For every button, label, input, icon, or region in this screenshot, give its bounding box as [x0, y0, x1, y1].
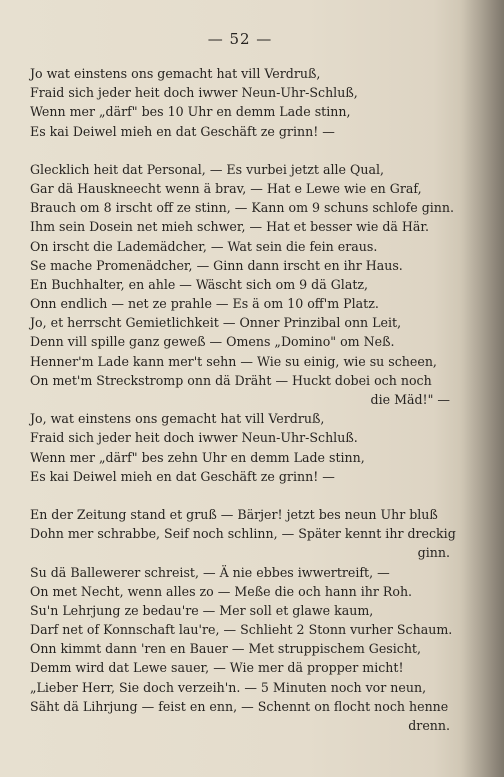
- verse-line: Se mache Promenädcher, — Ginn dann irscht en ihr Haus.: [30, 257, 403, 273]
- verse-line: Es kai Deiwel mieh en dat Geschäft ze grinn! —: [30, 468, 335, 484]
- verse-line: Es kai Deiwel mieh en dat Geschäft ze grinn! —: [30, 123, 335, 139]
- verse-line: Onn kimmt dann 'ren en Bauer — Met struppischem Gesicht,: [30, 641, 421, 657]
- verse-line: Jo, et herrscht Gemietlichkeit — Onner Prinzibal onn Leit,: [30, 315, 402, 331]
- verse-line: drenn.: [408, 718, 450, 733]
- verse-line: Demm wird dat Lewe sauer, — Wie mer dä propper micht!: [30, 660, 404, 676]
- verse-line: Fraid sich jeder heit doch iwwer Neun-Uhr-Schluß,: [30, 85, 358, 101]
- verse-line: On met'm Streckstromp onn dä Dräht — Huckt dobei och noch: [30, 372, 432, 388]
- verse-line: Fraid sich jeder heit doch iwwer Neun-Uhr-Schluß.: [30, 430, 358, 446]
- verse-line: Wenn mer „därf" bes 10 Uhr en demm Lade stinn,: [30, 104, 351, 120]
- stanza: [30, 160, 455, 486]
- stanza: [30, 505, 456, 735]
- verse-line: ginn.: [417, 545, 450, 561]
- verse-line: En der Zeitung stand et gruß — Bärjer! jetzt bes neun Uhr bluß: [30, 506, 438, 522]
- verse-line: Onn endlich — net ze prahle — Es ä om 10 off'm Platz.: [30, 296, 379, 312]
- stanza: [30, 64, 450, 141]
- verse-line: On met Necht, wenn alles zo — Meße die och hann ihr Roh.: [30, 583, 413, 599]
- page-number: — 52 —: [207, 30, 273, 48]
- verse-line: Denn vill spille ganz geweß — Omens „Domino" om Neß.: [30, 334, 395, 350]
- verse-line: Su dä Ballewerer schreist, — Ä nie ebbes iwwertreift, —: [30, 564, 390, 580]
- verse-line: „Lieber Herr, Sie doch verzeih'n. — 5 Minuten noch vor neun,: [30, 679, 427, 695]
- verse-line: Ihm sein Dosein net mieh schwer, — Hat et besser wie dä Här.: [30, 219, 430, 235]
- verse-line: Gar dä Hauskneecht wenn ä brav, — Hat e Lewe wie en Graf,: [30, 180, 422, 196]
- binding-shadow: [460, 0, 504, 777]
- verse-line: On irscht die Lademädcher, — Wat sein die fein eraus.: [30, 238, 378, 254]
- verse-line: Brauch om 8 irscht off ze stinn, — Kann om 9 schuns schlofe ginn.: [30, 200, 455, 216]
- verse-line: Darf net of Konnschaft lau're, — Schlieht 2 Stonn vurher Schaum.: [30, 622, 453, 638]
- verse-line: En Buchhalter, en ahle — Wäscht sich om 9 dä Glatz,: [30, 276, 369, 292]
- verse-line: Dohn mer schrabbe, Seif noch schlinn, — Später kennt ihr dreckig: [30, 526, 456, 542]
- verse-line: Jo, wat einstens ons gemacht hat vill Verdruß,: [30, 411, 325, 427]
- verse-line: Glecklich heit dat Personal, — Es vurbei jetzt alle Qual,: [30, 161, 384, 177]
- verse-line: die Mäd!" —: [370, 392, 450, 407]
- verse-line: Wenn mer „därf" bes zehn Uhr en demm Lade stinn,: [30, 449, 365, 465]
- verse-line: Henner'm Lade kann mer't sehn — Wie su einig, wie su scheen,: [30, 353, 437, 369]
- poem-body: [30, 64, 456, 754]
- verse-line: Säht dä Lihrjung — feist en enn, — Schennt on flocht noch henne: [30, 698, 449, 714]
- verse-line: Su'n Lehrjung ze bedau're — Mer soll et glawe kaum,: [30, 602, 374, 618]
- verse-line: Jo wat einstens ons gemacht hat vill Verdruß,: [30, 66, 321, 81]
